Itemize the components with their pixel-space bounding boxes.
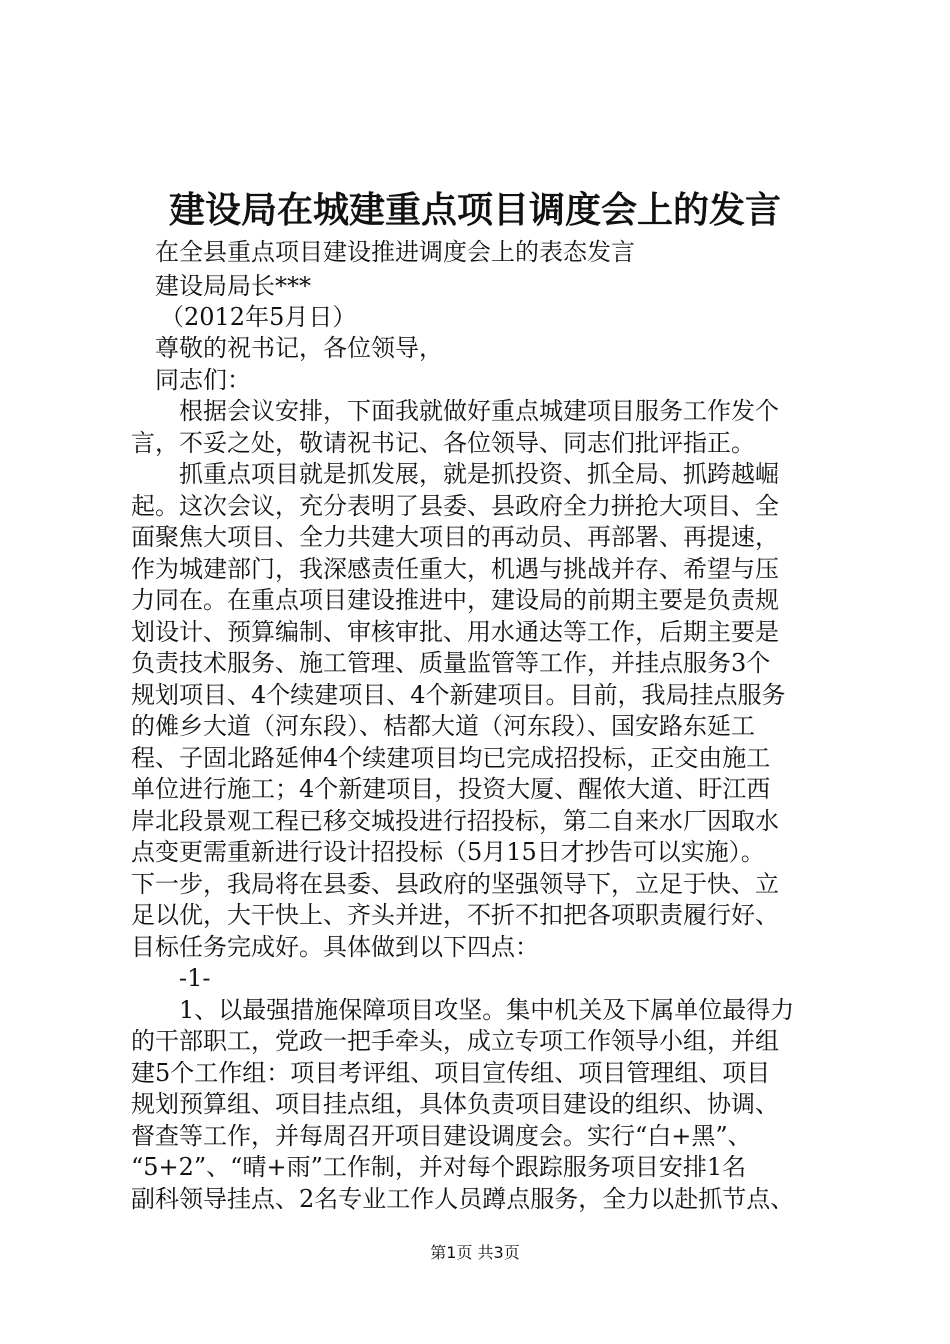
- text-line: 起。这次会议，充分表明了县委、县政府全力拼抢大项目、全: [131, 492, 779, 520]
- text-line: 建设局局长***: [131, 272, 311, 300]
- text-line: 单位进行施工；4个新建项目，投资大厦、醒侬大道、盱江西: [131, 775, 771, 803]
- text-line: （2012年5月日）: [160, 303, 357, 331]
- text-line: 规划项目、4个续建项目、4个新建项目。目前，我局挂点服务: [131, 681, 786, 709]
- text-line: 的干部职工，党政一把手牵头，成立专项工作领导小组，并组: [131, 1027, 779, 1055]
- text-line: 岸北段景观工程已移交城投进行招投标，第二自来水厂因取水: [131, 807, 779, 835]
- text-line: 作为城建部门，我深感责任重大，机遇与挑战并存、希望与压: [131, 555, 779, 583]
- text-line: 足以优，大干快上、齐头并进，不折不扣把各项职责履行好、: [131, 901, 779, 929]
- text-line: 规划预算组、项目挂点组，具体负责项目建设的组织、协调、: [131, 1090, 779, 1118]
- text-line: 负责技术服务、施工管理、质量监管等工作，并挂点服务3个: [131, 649, 771, 677]
- text-line: 副科领导挂点、2名专业工作人员蹲点服务，全力以赴抓节点、: [131, 1185, 795, 1213]
- text-line: 力同在。在重点项目建设推进中，建设局的前期主要是负责规: [131, 586, 779, 614]
- text-line: 建5个工作组：项目考评组、项目宣传组、项目管理组、项目: [131, 1059, 771, 1087]
- text-line: 点变更需重新进行设计招投标（5月15日才抄告可以实施）。: [131, 838, 765, 866]
- page-footer: 第1页 共3页: [430, 1243, 520, 1262]
- text-line: 的傩乡大道（河东段）、桔都大道（河东段）、国安路东延工: [131, 712, 755, 740]
- text-line: 划设计、预算编制、审核审批、用水通达等工作，后期主要是: [131, 618, 779, 646]
- text-line: 下一步，我局将在县委、县政府的坚强领导下，立足于快、立: [131, 870, 779, 898]
- text-line: 目标任务完成好。具体做到以下四点：: [131, 933, 539, 961]
- text-line: 尊敬的祝书记，各位领导，: [131, 334, 443, 362]
- text-line: 面聚焦大项目、全力共建大项目的再动员、再部署、再提速，: [131, 523, 779, 551]
- text-line: 同志们：: [131, 366, 251, 394]
- text-line: 程、子固北路延伸4个续建项目均已完成招投标，正交由施工: [131, 744, 771, 772]
- document-title: 建设局在城建重点项目调度会上的发言: [168, 189, 781, 231]
- text-line: 在全县重点项目建设推进调度会上的表态发言: [131, 238, 635, 266]
- text-line: 抓重点项目就是抓发展，就是抓投资、抓全局、抓跨越崛: [131, 460, 779, 488]
- text-line: “5+2”、“晴+雨”工作制，并对每个跟踪服务项目安排1名: [131, 1153, 747, 1181]
- page-marker: -1-: [131, 964, 211, 992]
- text-line: 1、以最强措施保障项目攻坚。集中机关及下属单位最得力: [131, 996, 795, 1024]
- text-line: 言，不妥之处，敬请祝书记、各位领导、同志们批评指正。: [131, 429, 755, 457]
- text-line: 督查等工作，并每周召开项目建设调度会。实行“白+黑”、: [131, 1122, 752, 1150]
- text-line: 根据会议安排，下面我就做好重点城建项目服务工作发个: [131, 397, 779, 425]
